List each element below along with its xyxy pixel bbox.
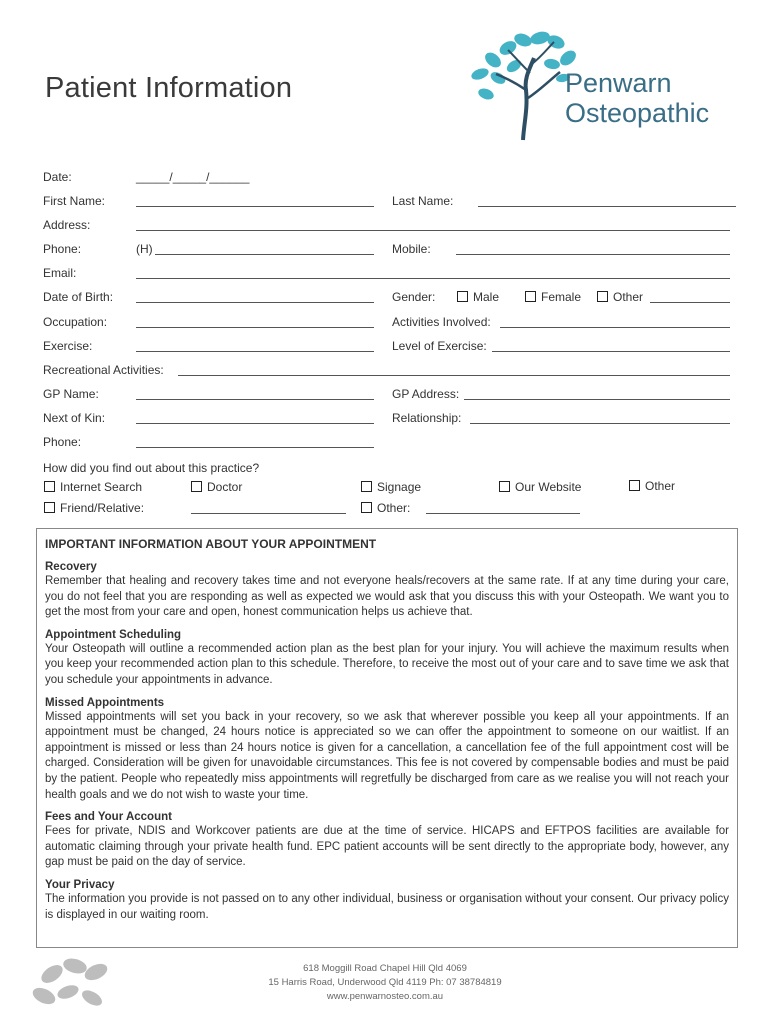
section-text: Your Osteopath will outline a recommended action plan as the best plan for your injury. You will achieve the maximum results when you keep your recommended action plan to this schedule. Therefore, to receive the most out of your care and to save time we ask that you schedule your appointments in advance. — [45, 642, 729, 686]
phone-label: Phone: — [43, 242, 82, 256]
referral-signage[interactable] — [361, 480, 421, 494]
important-info-box — [36, 528, 738, 948]
referral-option-label: Other — [645, 479, 676, 493]
last-name-field[interactable] — [478, 206, 736, 207]
referral-option-label: Doctor — [207, 480, 243, 494]
gender-male-option[interactable] — [457, 290, 499, 304]
section-text: Missed appointments will set you back in your recovery, so we ask that wherever possible you keep all your appointments. If an appointment must be changed, 24 hours notice is appreciated so we can offer the appointment to someone on our waitlist. If an appointment is missed or less than 24 hours notice is given for a cancellation, a cancellation fee of the full appointment cost will be charged. Consideration will be given for unavoidable circumstances. This fee is not covered by compensable bodies and must be paid by the patient. People who repeatedly miss appointments will regretfully be discharged from care as we realise you will not reach your health goals and we do not wish to waste your time. — [45, 710, 729, 801]
activities-label: Activities Involved: — [392, 315, 491, 329]
dob-field[interactable] — [136, 302, 374, 303]
occupation-field[interactable] — [136, 327, 374, 328]
gp-address-field[interactable] — [464, 399, 730, 400]
brand-line2: Osteopathic — [565, 98, 710, 128]
phone2-field[interactable] — [136, 447, 374, 448]
referral-other[interactable] — [629, 479, 675, 493]
section-text: Remember that healing and recovery takes time and not everyone heals/recovers at the same rate. If at any time during your care, you do not feel that you are responding as well as expected we would ask that you discuss this with your Osteopath. We want you to get the most from your care and open, honest communication helps us achieve that. — [45, 575, 729, 619]
checkbox-icon[interactable] — [499, 481, 510, 492]
referral-question: How did you find out about this practice? — [43, 461, 260, 475]
referral-other-field[interactable] — [426, 513, 580, 514]
phone-field[interactable] — [155, 254, 374, 255]
checkbox-icon[interactable] — [629, 480, 640, 491]
first-name-label: First Name: — [43, 194, 106, 208]
checkbox-icon[interactable] — [44, 502, 55, 513]
checkbox-icon[interactable] — [44, 481, 55, 492]
checkbox-icon[interactable] — [361, 502, 372, 513]
section-text: The information you provide is not passed on to any other individual, business or organisation without your consent. Our privacy policy is displayed in our waiting room. — [45, 892, 729, 921]
brand-name — [565, 68, 709, 128]
referral-our-website[interactable] — [499, 480, 581, 494]
referral-doctor[interactable] — [191, 480, 242, 494]
section-title: Fees and Your Account — [45, 811, 172, 824]
footer-line2: 15 Harris Road, Underwood Qld 4119 Ph: 07 38784819 — [268, 977, 502, 988]
gp-name-field[interactable] — [136, 399, 374, 400]
referral-internet-search[interactable] — [44, 480, 142, 494]
relationship-field[interactable] — [470, 423, 730, 424]
recreational-field[interactable] — [178, 375, 730, 376]
referral-option-label: Internet Search — [60, 480, 143, 494]
referral-friend-relative[interactable] — [44, 501, 144, 515]
referral-option-label: Friend/Relative: — [60, 501, 145, 515]
gp-address-label: GP Address: — [392, 387, 460, 401]
date-label: Date: — [43, 170, 72, 184]
checkbox-icon[interactable] — [191, 481, 202, 492]
checkbox-icon[interactable] — [457, 291, 468, 302]
mobile-label: Mobile: — [392, 242, 431, 256]
section-title: Missed Appointments — [45, 696, 165, 709]
mobile-field[interactable] — [456, 254, 730, 255]
referral-option-label: Our Website — [515, 480, 582, 494]
gender-option-label: Other — [613, 290, 644, 304]
gender-female-option[interactable] — [525, 290, 581, 304]
next-of-kin-label: Next of Kin: — [43, 411, 106, 425]
dob-label: Date of Birth: — [43, 290, 114, 304]
exercise-level-label: Level of Exercise: — [392, 339, 487, 353]
section-title: Recovery — [45, 561, 97, 573]
next-of-kin-field[interactable] — [136, 423, 374, 424]
footer-website-link[interactable]: www.penwarnosteo.com.au — [326, 991, 444, 1002]
phone-home-prefix: (H) — [136, 242, 153, 256]
section-text: Fees for private, NDIS and Workcover patients are due at the time of service. HICAPS and EFTPOS facilities are available for automatic claiming through your private health fund. EPC patient accounts will be sent directly to the appropriate body, however, any gap must be paid on the day of service. — [45, 825, 729, 869]
footer-line1: 618 Moggill Road Chapel Hill Qld 4069 — [303, 963, 467, 974]
first-name-field[interactable] — [136, 206, 374, 207]
brand-line1: Penwarn — [565, 68, 672, 98]
email-field[interactable] — [136, 278, 730, 279]
exercise-level-field[interactable] — [492, 351, 730, 352]
address-label: Address: — [43, 218, 91, 232]
gender-label: Gender: — [392, 290, 436, 304]
recreational-label: Recreational Activities: — [43, 363, 164, 377]
last-name-label: Last Name: — [392, 194, 454, 208]
exercise-field[interactable] — [136, 351, 374, 352]
phone2-label: Phone: — [43, 435, 82, 449]
section-title: Your Privacy — [45, 878, 115, 891]
email-label: Email: — [43, 266, 77, 280]
gender-option-label: Male — [473, 290, 500, 304]
checkbox-icon[interactable] — [597, 291, 608, 302]
info-heading: IMPORTANT INFORMATION ABOUT YOUR APPOINTMENT — [45, 537, 377, 551]
gender-option-label: Female — [541, 290, 582, 304]
referral-option-label: Signage — [377, 480, 422, 494]
section-title: Appointment Scheduling — [45, 628, 182, 641]
page-title: Patient Information — [45, 72, 293, 104]
checkbox-icon[interactable] — [361, 481, 372, 492]
footer-address — [230, 962, 540, 1004]
referral-option-label: Other: — [377, 501, 411, 515]
gender-other-field[interactable] — [650, 302, 730, 303]
footer-tree-icon — [30, 952, 120, 1024]
address-field[interactable] — [136, 230, 730, 231]
referral-friend-field[interactable] — [191, 513, 346, 514]
exercise-label: Exercise: — [43, 339, 93, 353]
activities-field[interactable] — [500, 327, 730, 328]
checkbox-icon[interactable] — [525, 291, 536, 302]
gender-other-option[interactable] — [597, 290, 643, 304]
relationship-label: Relationship: — [392, 411, 462, 425]
referral-other2[interactable] — [361, 501, 410, 515]
occupation-label: Occupation: — [43, 315, 108, 329]
gp-name-label: GP Name: — [43, 387, 99, 401]
date-field[interactable]: _____/_____/______ — [136, 170, 250, 184]
